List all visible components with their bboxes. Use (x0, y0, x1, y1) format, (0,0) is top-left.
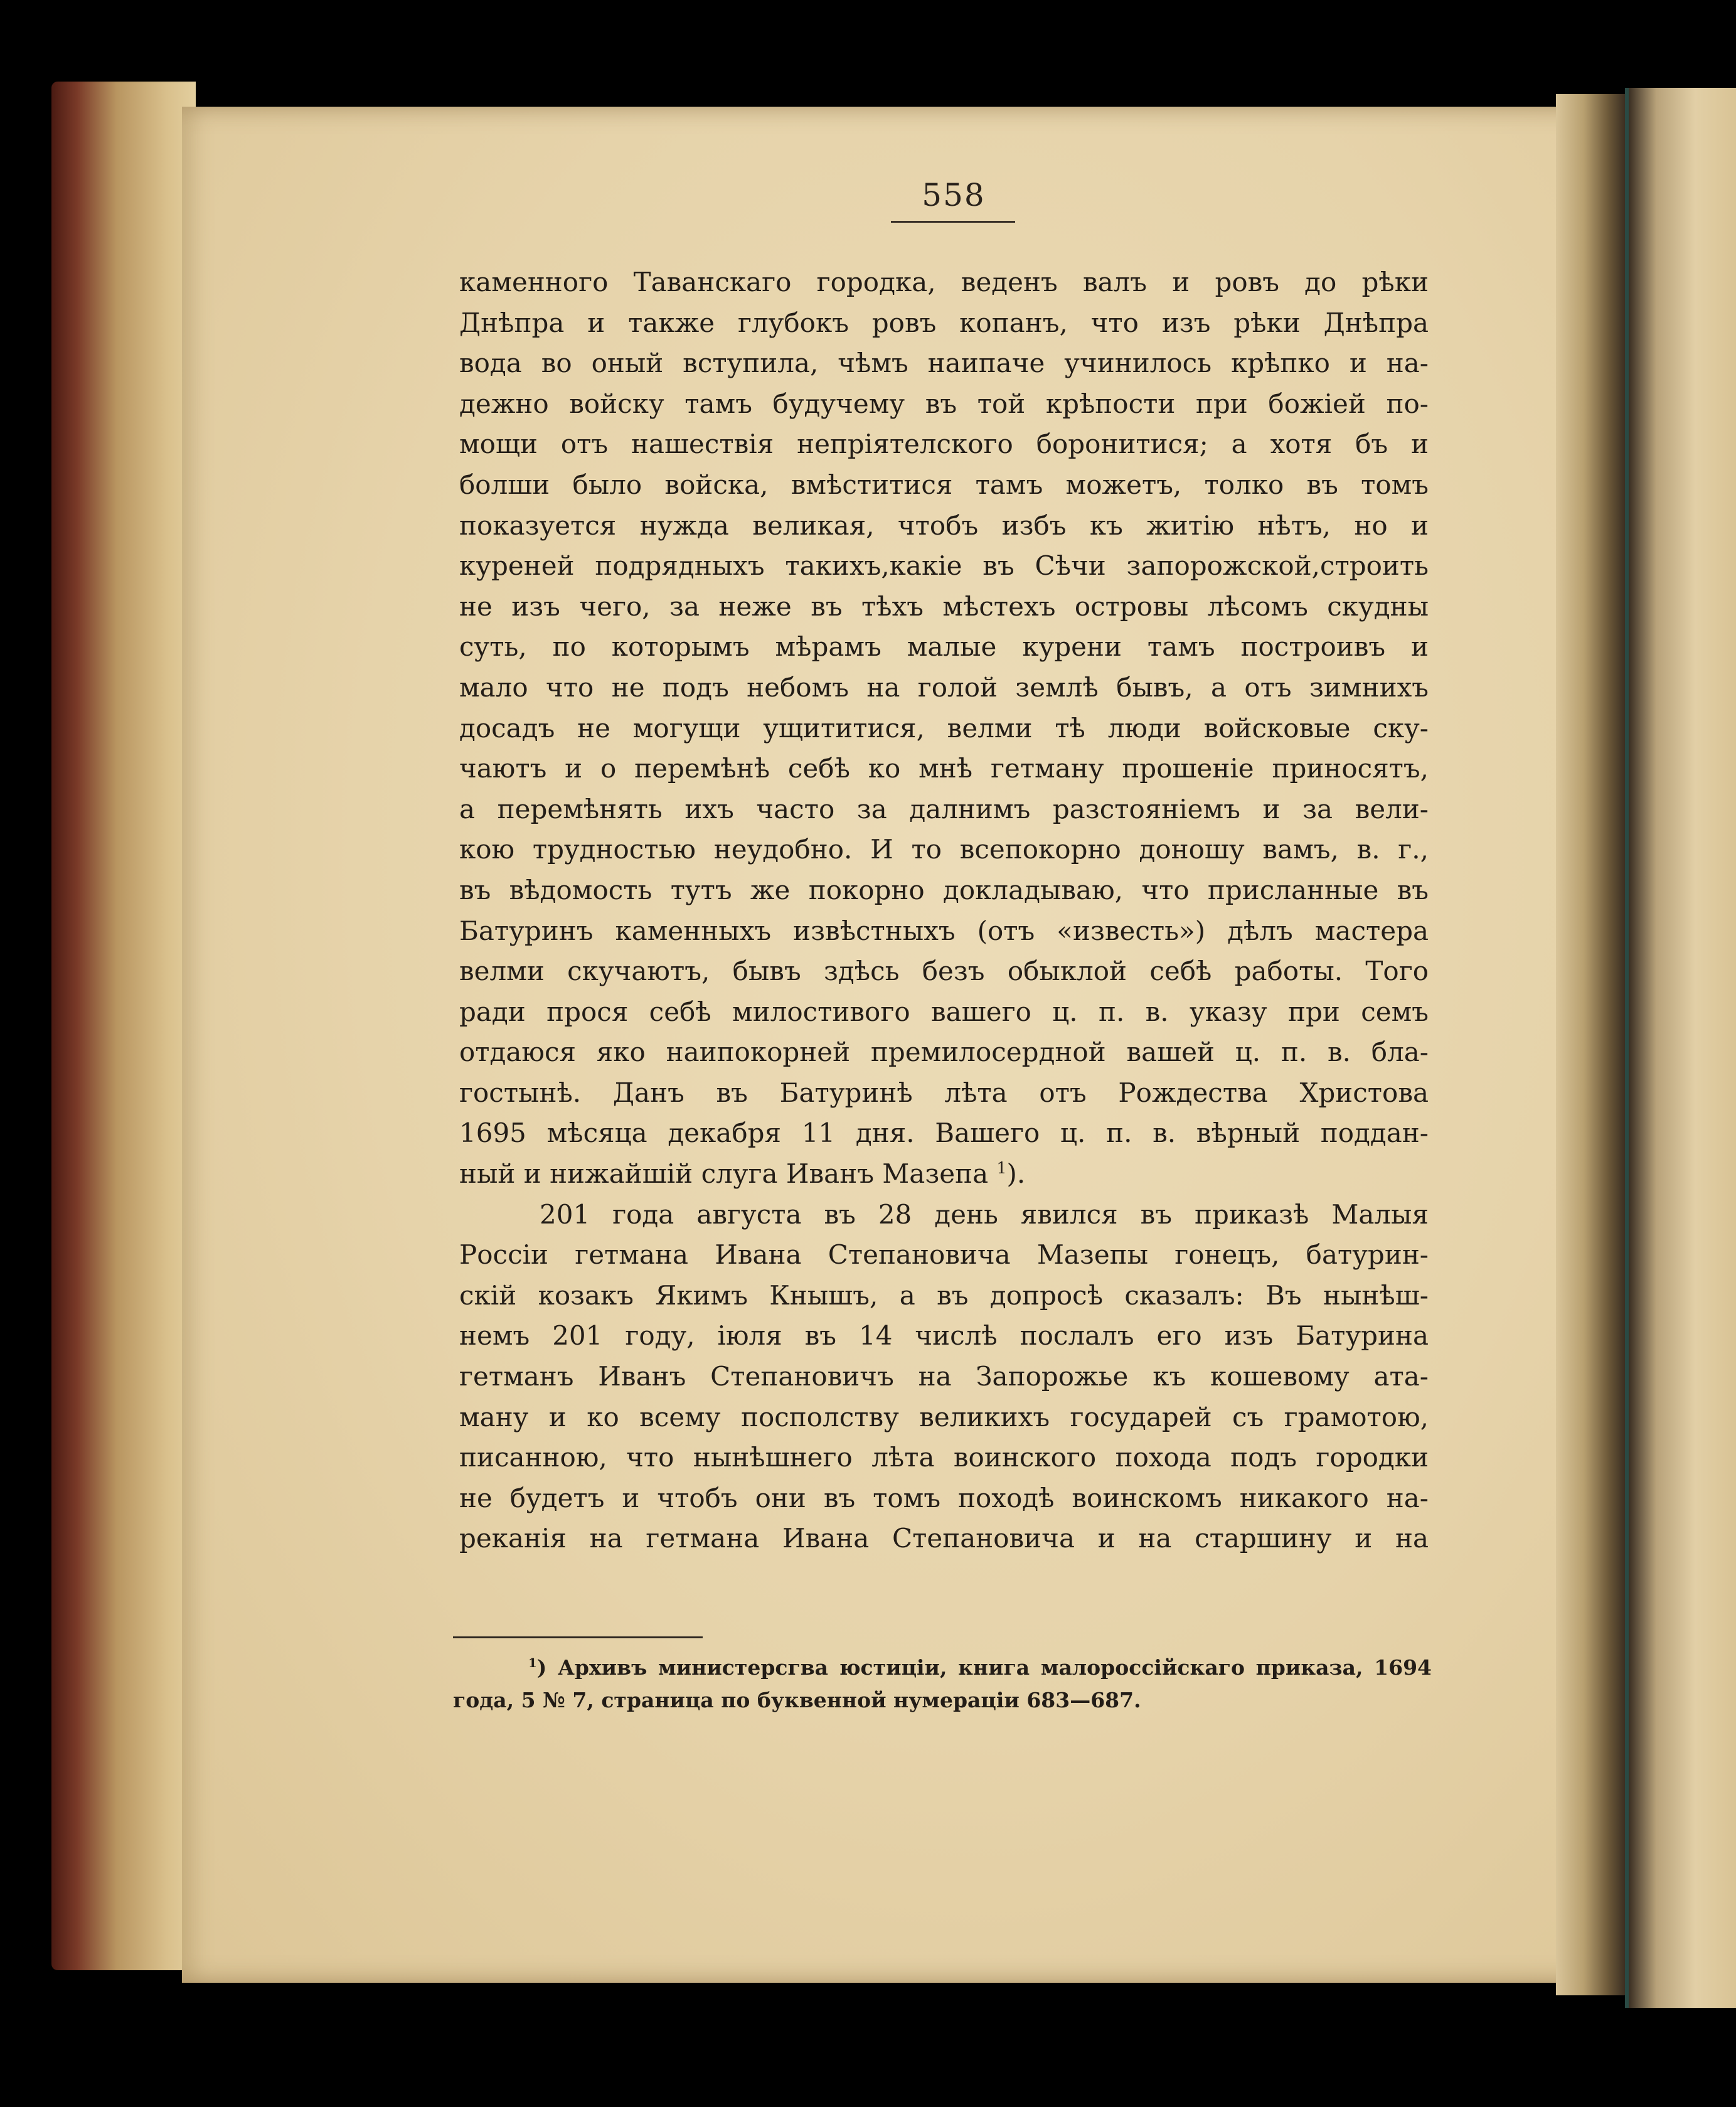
main-text (459, 262, 1429, 1559)
text-line: реканія на гетмана Ивана Степановича и на старшину и на (459, 1523, 1429, 1554)
page-number: 558 (922, 177, 986, 213)
text-line: вода во оный вступила, чѣмъ наипаче учинилось крѣпко и на- (459, 348, 1429, 379)
text-line: въ вѣдомость тутъ же покорно докладываю, что присланные въ (459, 874, 1429, 905)
text-line: досадъ не могущи ущититися, велми тѣ люди войсковые ску- (459, 712, 1429, 744)
text-line: 1695 мѣсяца декабря 11 дня. Вашего ц. п. в. вѣрный поддан- (459, 1118, 1429, 1149)
footnote-separator (453, 1636, 703, 1638)
text-line: Россіи гетмана Ивана Степановича Мазепы гонецъ, батурин- (459, 1239, 1429, 1271)
text-line: не будетъ и чтобъ они въ томъ походѣ воинскомъ никакого на- (459, 1482, 1429, 1513)
text-line: суть, по которымъ мѣрамъ малые курени тамъ построивъ и (459, 631, 1429, 663)
text-line: дежно войску тамъ будучему въ той крѣпости при божіей по- (459, 388, 1429, 419)
footnote-text: ) Архивъ министерсгва юстиціи, книга малороссійскаго приказа, 1694 (536, 1655, 1432, 1680)
book-cover-edge (51, 82, 196, 1970)
text-line: Батуринъ каменныхъ извѣстныхъ (отъ «известь») дѣлъ мастера (459, 915, 1429, 946)
text-line: кою трудностью неудобно. И то всепокорно доношу вамъ, в. г., (459, 834, 1429, 865)
text-line: немъ 201 году, іюля въ 14 числѣ послалъ его изъ Батурина (459, 1320, 1429, 1352)
text-line: не изъ чего, за неже въ тѣхъ мѣстехъ островы лѣсомъ скудны (459, 590, 1429, 622)
footnote-number: 1 (528, 1655, 537, 1670)
text-line: ради прося себѣ милостивого вашего ц. п. в. указу при семъ (459, 996, 1429, 1027)
text-line-content: ный и нижайшій слуга Иванъ Мазепа (459, 1158, 997, 1190)
text-line: 201 года августа въ 28 день явился въ приказѣ Малыя (540, 1198, 1429, 1230)
text-line-with-footnote (459, 1154, 1429, 1195)
footnote-line (453, 1651, 1432, 1684)
text-line: куреней подрядныхъ такихъ,какіе въ Сѣчи запорожской,строить (459, 550, 1429, 582)
text-line: а перемѣнять ихъ часто за далнимъ разстояніемъ и за вели- (459, 793, 1429, 824)
text-line: гостынѣ. Данъ въ Батуринѣ лѣта отъ Рождества Христова (459, 1077, 1429, 1108)
book-gutter (1556, 94, 1625, 1995)
text-line: гетманъ Иванъ Степановичъ на Запорожье къ кошевому ата- (459, 1361, 1429, 1392)
closing-parenthesis: ). (1006, 1158, 1026, 1190)
text-line: показуется нужда великая, чтобъ избъ къ житію нѣтъ, но и (459, 509, 1429, 541)
footnote-line: года, 5 № 7, страница по буквенной нумераціи 683—687. (453, 1688, 1141, 1712)
text-line: ману и ко всему посполству великихъ государей съ грамотою, (459, 1401, 1429, 1432)
facing-page-edge (1625, 88, 1736, 2008)
page-number-block (891, 177, 1016, 213)
text-line: велми скучаютъ, бывъ здѣсь безъ обыклой себѣ работы. Того (459, 956, 1429, 987)
text-line: Днѣпра и также глубокъ ровъ копанъ, что изъ рѣки Днѣпра (459, 307, 1429, 338)
text-line: писанною, что нынѣшнего лѣта воинского похода подъ городки (459, 1442, 1429, 1473)
text-line: скій козакъ Якимъ Кнышъ, а въ допросѣ сказалъ: Въ нынѣш- (459, 1279, 1429, 1311)
footnote-reference: 1 (996, 1159, 1007, 1178)
page-number-underline (891, 221, 1015, 223)
text-line: болши было войска, вмѣститися тамъ можетъ, толко въ томъ (459, 469, 1429, 500)
footnote (453, 1651, 1432, 1717)
text-line: мало что не подъ небомъ на голой землѣ бывъ, а отъ зимнихъ (459, 671, 1429, 703)
text-line: каменного Таванскаго городка, веденъ валъ и ровъ до рѣки (459, 267, 1429, 297)
text-line: чаютъ и о перемѣнѣ себѣ ко мнѣ гетману прошеніе приносятъ, (459, 753, 1429, 784)
text-line: мощи отъ нашествія непріятелского боронитися; а хотя бъ и (459, 429, 1429, 460)
text-line: отдаюся яко наипокорней премилосердной вашей ц. п. в. бла- (459, 1037, 1429, 1068)
